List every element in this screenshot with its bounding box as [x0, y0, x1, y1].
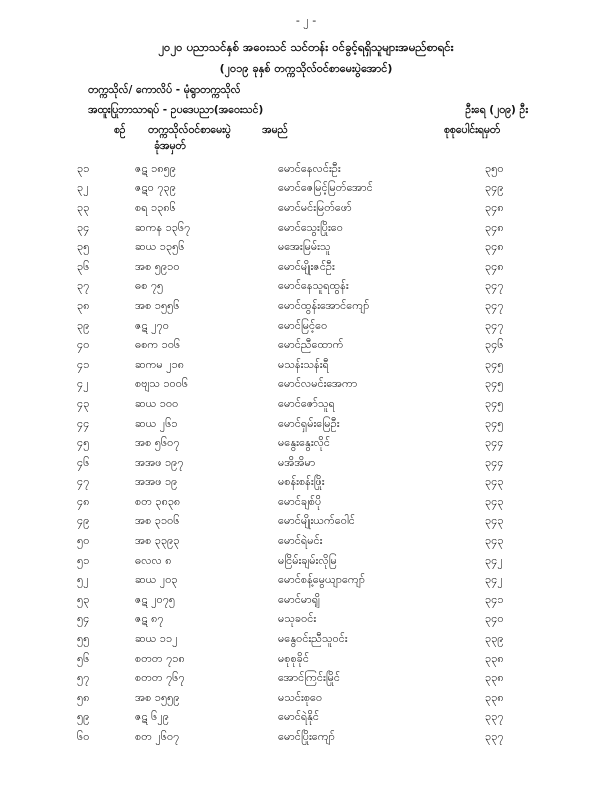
row-roll-number: ဆကန ၁၃၆၇: [135, 220, 191, 234]
row-name: မောင်ဇော်သူရ: [278, 396, 335, 410]
row-score: ၃၄၇: [485, 279, 504, 293]
row-roll-number: ဇဋ ၁၈၅၉: [135, 161, 176, 175]
row-score: ၃၄၇: [485, 298, 504, 312]
row-roll-number: အအဖ ၁၉: [135, 475, 178, 489]
row-score: ၃၄၂: [485, 553, 503, 567]
row-name: မောင်စန့်မွေယျာကျော်: [278, 573, 365, 587]
table-row: [0, 493, 565, 513]
results-table: [0, 160, 565, 748]
row-name: မောင်နေသူရထွန်း: [278, 279, 349, 293]
table-row: [0, 199, 565, 219]
table-row: [0, 630, 565, 650]
row-score: ၃၃၈: [485, 671, 504, 685]
row-score: ၃၄၁: [485, 592, 504, 606]
row-score: ၃၄၄: [485, 436, 504, 450]
row-roll-number: ဓလလ ၈: [135, 553, 172, 567]
row-number: ၃၇: [77, 279, 90, 293]
row-roll-number: ဆကမ ၂၁၈: [135, 357, 185, 371]
table-row: [0, 728, 565, 748]
row-score: ၃၃၇: [485, 710, 504, 724]
row-number: ၃၆: [77, 259, 90, 273]
row-name: မစန်းစန်းဖြိုး: [278, 475, 325, 489]
document-title: ၂၀၂၀ ပညာသင်နှစ် အဝေးသင် သင်တန်း ဝင်ခွင့်ရရှိသူများအမည်စာရင်း: [158, 40, 454, 54]
row-number: ၄၆: [77, 455, 90, 469]
row-number: ၅၇: [77, 671, 90, 685]
row-roll-number: အစ ၅၉၁၀: [135, 259, 180, 273]
header-score: စုစုပေါင်းရမှတ်: [444, 124, 501, 136]
row-roll-number: ဆယ ၁၀၀: [135, 396, 179, 410]
row-name: မောင်ရှမ်းမြေဦး: [278, 416, 340, 430]
row-number: ၅၅: [77, 632, 90, 646]
row-number: ၃၂: [77, 181, 89, 195]
row-score: ၃၄၃: [485, 514, 504, 528]
row-score: ၃၄၃: [485, 534, 504, 548]
row-name: မသုခဝင်း: [278, 612, 317, 626]
row-number: ၄၂: [77, 377, 89, 391]
row-score: ၃၄၄: [485, 455, 504, 469]
table-row: [0, 689, 565, 709]
row-number: ၃၉: [77, 318, 90, 332]
table-row: [0, 395, 565, 415]
table-row: [0, 160, 565, 180]
table-row: [0, 317, 565, 337]
row-score: ၃၄၈: [485, 259, 504, 273]
row-name: မသင်းစုဝေ: [278, 690, 323, 704]
table-row: [0, 336, 565, 356]
row-score: ၃၄၅: [485, 377, 504, 391]
row-score: ၃၄၅: [485, 416, 504, 430]
table-row: [0, 297, 565, 317]
row-number: ၄၄: [77, 416, 90, 430]
table-row: [0, 434, 565, 454]
row-roll-number: ဇဋ ၂၇၀: [135, 318, 169, 332]
row-name: မောင်ရဲမင်း: [278, 534, 323, 548]
table-row: [0, 611, 565, 631]
row-name: မောင်ထွန်းအောင်ကျော်: [278, 298, 370, 312]
row-number: ၄၁: [77, 357, 90, 371]
header-roll: တက္ကသိုလ်ဝင်စာမေးပွဲ: [148, 124, 231, 136]
row-name: မငြိမ်းချမ်းလိုမြ: [278, 553, 337, 567]
table-row: [0, 650, 565, 670]
row-number: ၅၀: [77, 534, 90, 548]
row-name: မောင်သွေးပြိုးဝေ: [278, 220, 343, 234]
row-name: မနွေဝင်းညီသူဝင်း: [278, 632, 348, 646]
university-line: တက္ကသိုလ်/ ကောလိပ် - မုံရွာတက္ကသိုလ်: [88, 84, 241, 96]
row-score: ၃၃၈: [485, 690, 504, 704]
subject-label: အထူးပြုဘာသာရပ် - ဥပဒေပညာ(အဝေးသင်): [88, 104, 264, 116]
row-score: ၃၄၃: [485, 475, 504, 489]
row-roll-number: စတ ၂၆၀၇: [135, 730, 180, 744]
row-score: ၃၄၈: [485, 200, 504, 214]
row-number: ၄၃: [77, 396, 90, 410]
row-roll-number: ဆယ ၁၃၅၆: [135, 240, 185, 254]
row-name: မအိအိမာ: [278, 455, 316, 469]
table-row: [0, 552, 565, 572]
table-row: [0, 474, 565, 494]
row-score: ၃၅၀: [485, 161, 504, 175]
row-name: မောင်မျိုးဇင်ဦး: [278, 259, 335, 273]
row-number: ၃၅: [77, 240, 90, 254]
row-score: ၃၄၈: [485, 220, 504, 234]
row-number: ၄၈: [77, 494, 90, 508]
row-number: ၃၈: [77, 298, 90, 312]
table-row: [0, 219, 565, 239]
table-row: [0, 532, 565, 552]
row-name: မောင်ပြိုးကျော်: [278, 730, 335, 744]
document-subtitle: (၂၀၁၉ ခုနှစ် တက္ကသိုလ်ဝင်စာမေးပွဲအောင်): [219, 62, 393, 75]
row-number: ၅၁: [77, 553, 90, 567]
row-roll-number: အစ ၁၅၅၉: [135, 690, 180, 704]
table-row: [0, 415, 565, 435]
row-roll-number: စတတ ၇၆၇: [135, 671, 185, 685]
row-number: ၅၃: [77, 592, 90, 606]
row-roll-number: ဓစ ၇၅: [135, 279, 164, 293]
row-roll-number: ဓစက ၁၀၆: [135, 338, 181, 352]
row-number: ၃၁: [77, 161, 90, 175]
row-name: မောင်နေလင်းဦး: [278, 161, 341, 175]
table-row: [0, 258, 565, 278]
row-name: မသန်းသန်းရီ: [278, 357, 329, 371]
header-no: စဉ်: [114, 124, 126, 136]
row-name: မောင်လမင်းအေကာ: [278, 377, 358, 391]
row-score: ၃၄၇: [485, 318, 504, 332]
row-number: ၃၄: [77, 220, 90, 234]
header-name: အမည်: [262, 124, 288, 136]
row-roll-number: အစ ၃၃၉၃: [135, 534, 180, 548]
row-name: မောင်ညီထောက်: [278, 338, 344, 352]
table-row: [0, 454, 565, 474]
row-score: ၃၄၉: [485, 181, 504, 195]
row-score: ၃၄၂: [485, 573, 503, 587]
row-number: ၃၃: [77, 200, 90, 214]
row-name: အောင်ကြင်းမြိုင်: [278, 671, 341, 685]
table-row: [0, 513, 565, 533]
row-number: ၅၂: [77, 573, 89, 587]
row-roll-number: အစ ၁၅၅၆: [135, 298, 180, 312]
row-roll-number: ဆယ ၁၁၂: [135, 632, 178, 646]
row-number: ၅၉: [77, 710, 90, 724]
row-score: ၃၃၇: [485, 730, 504, 744]
row-roll-number: စဗျသ ၁၀၀၆: [135, 377, 189, 391]
row-name: မစုစုခိုင်: [278, 651, 309, 665]
table-row: [0, 278, 565, 298]
table-row: [0, 571, 565, 591]
row-roll-number: အစ ၅၆၀၇: [135, 436, 180, 450]
table-row: [0, 591, 565, 611]
row-number: ၅၆: [77, 651, 90, 665]
row-name: မနွေးနွေးလိုင်: [278, 436, 331, 450]
row-number: ၄၇: [77, 475, 90, 489]
row-number: ၄၀: [77, 338, 90, 352]
row-roll-number: အအဖ ၁၉၇: [135, 455, 184, 469]
row-roll-number: ဇဋ၀ ၇၃၉: [135, 181, 176, 195]
row-name: မောင်ဇေမြင့်မြတ်အောင်: [278, 181, 373, 195]
table-row: [0, 709, 565, 729]
table-row: [0, 238, 565, 258]
row-score: ၃၃၉: [485, 632, 504, 646]
row-roll-number: စရ ၁၃၈၆: [135, 200, 176, 214]
row-number: ၅၄: [77, 612, 90, 626]
row-name: မောင်ရဲနိုင်: [278, 710, 319, 724]
row-score: ၃၄၃: [485, 494, 504, 508]
row-roll-number: ဇဋ ၂၀၇၅: [135, 592, 176, 606]
row-score: ၃၃၈: [485, 651, 504, 665]
row-roll-number: ဆယ ၂၆၁: [135, 416, 178, 430]
row-roll-number: ဇဋ ၈၇: [135, 612, 164, 626]
row-number: ၄၉: [77, 514, 90, 528]
row-roll-number: စတ ၃၈၃၈: [135, 494, 181, 508]
row-score: ၃၄၅: [485, 357, 504, 371]
row-name: မောင်မာရျိ: [278, 592, 320, 606]
row-name: မောင်မင်းမြတ်ဖော်: [278, 200, 352, 214]
row-roll-number: ဇဋ ၆၂၉: [135, 710, 169, 724]
subject-line: [88, 104, 528, 119]
page-number: - ၂ -: [295, 14, 317, 27]
row-roll-number: စတတ ၇၁၈: [135, 651, 185, 665]
row-name: မောင်မျိုးယက်ဝေါင်: [278, 514, 355, 528]
table-row: [0, 376, 565, 396]
row-name: မအေးမြမ်းသူ: [278, 240, 331, 254]
row-score: ၃၄၀: [485, 612, 504, 626]
table-row: [0, 669, 565, 689]
row-number: ၆၀: [77, 730, 90, 744]
table-row: [0, 356, 565, 376]
row-number: ၄၅: [77, 436, 90, 450]
headcount-label: ဦးရေ (၂၀၉) ဦး: [465, 104, 528, 116]
row-number: ၅၈: [77, 690, 90, 704]
row-roll-number: ဆယ ၂၀၃: [135, 573, 178, 587]
row-score: ၃၄၈: [485, 240, 504, 254]
table-row: [0, 180, 565, 200]
row-score: ၃၄၅: [485, 396, 504, 410]
row-name: မောင်မြင့်ဝေ: [278, 318, 328, 332]
header-roll-sub: ခုံအမှတ်: [154, 140, 186, 152]
row-score: ၃၄၆: [485, 338, 504, 352]
row-roll-number: အစ ၃၁၀၆: [135, 514, 180, 528]
row-name: မောင်ချစ်ပို: [278, 494, 322, 508]
